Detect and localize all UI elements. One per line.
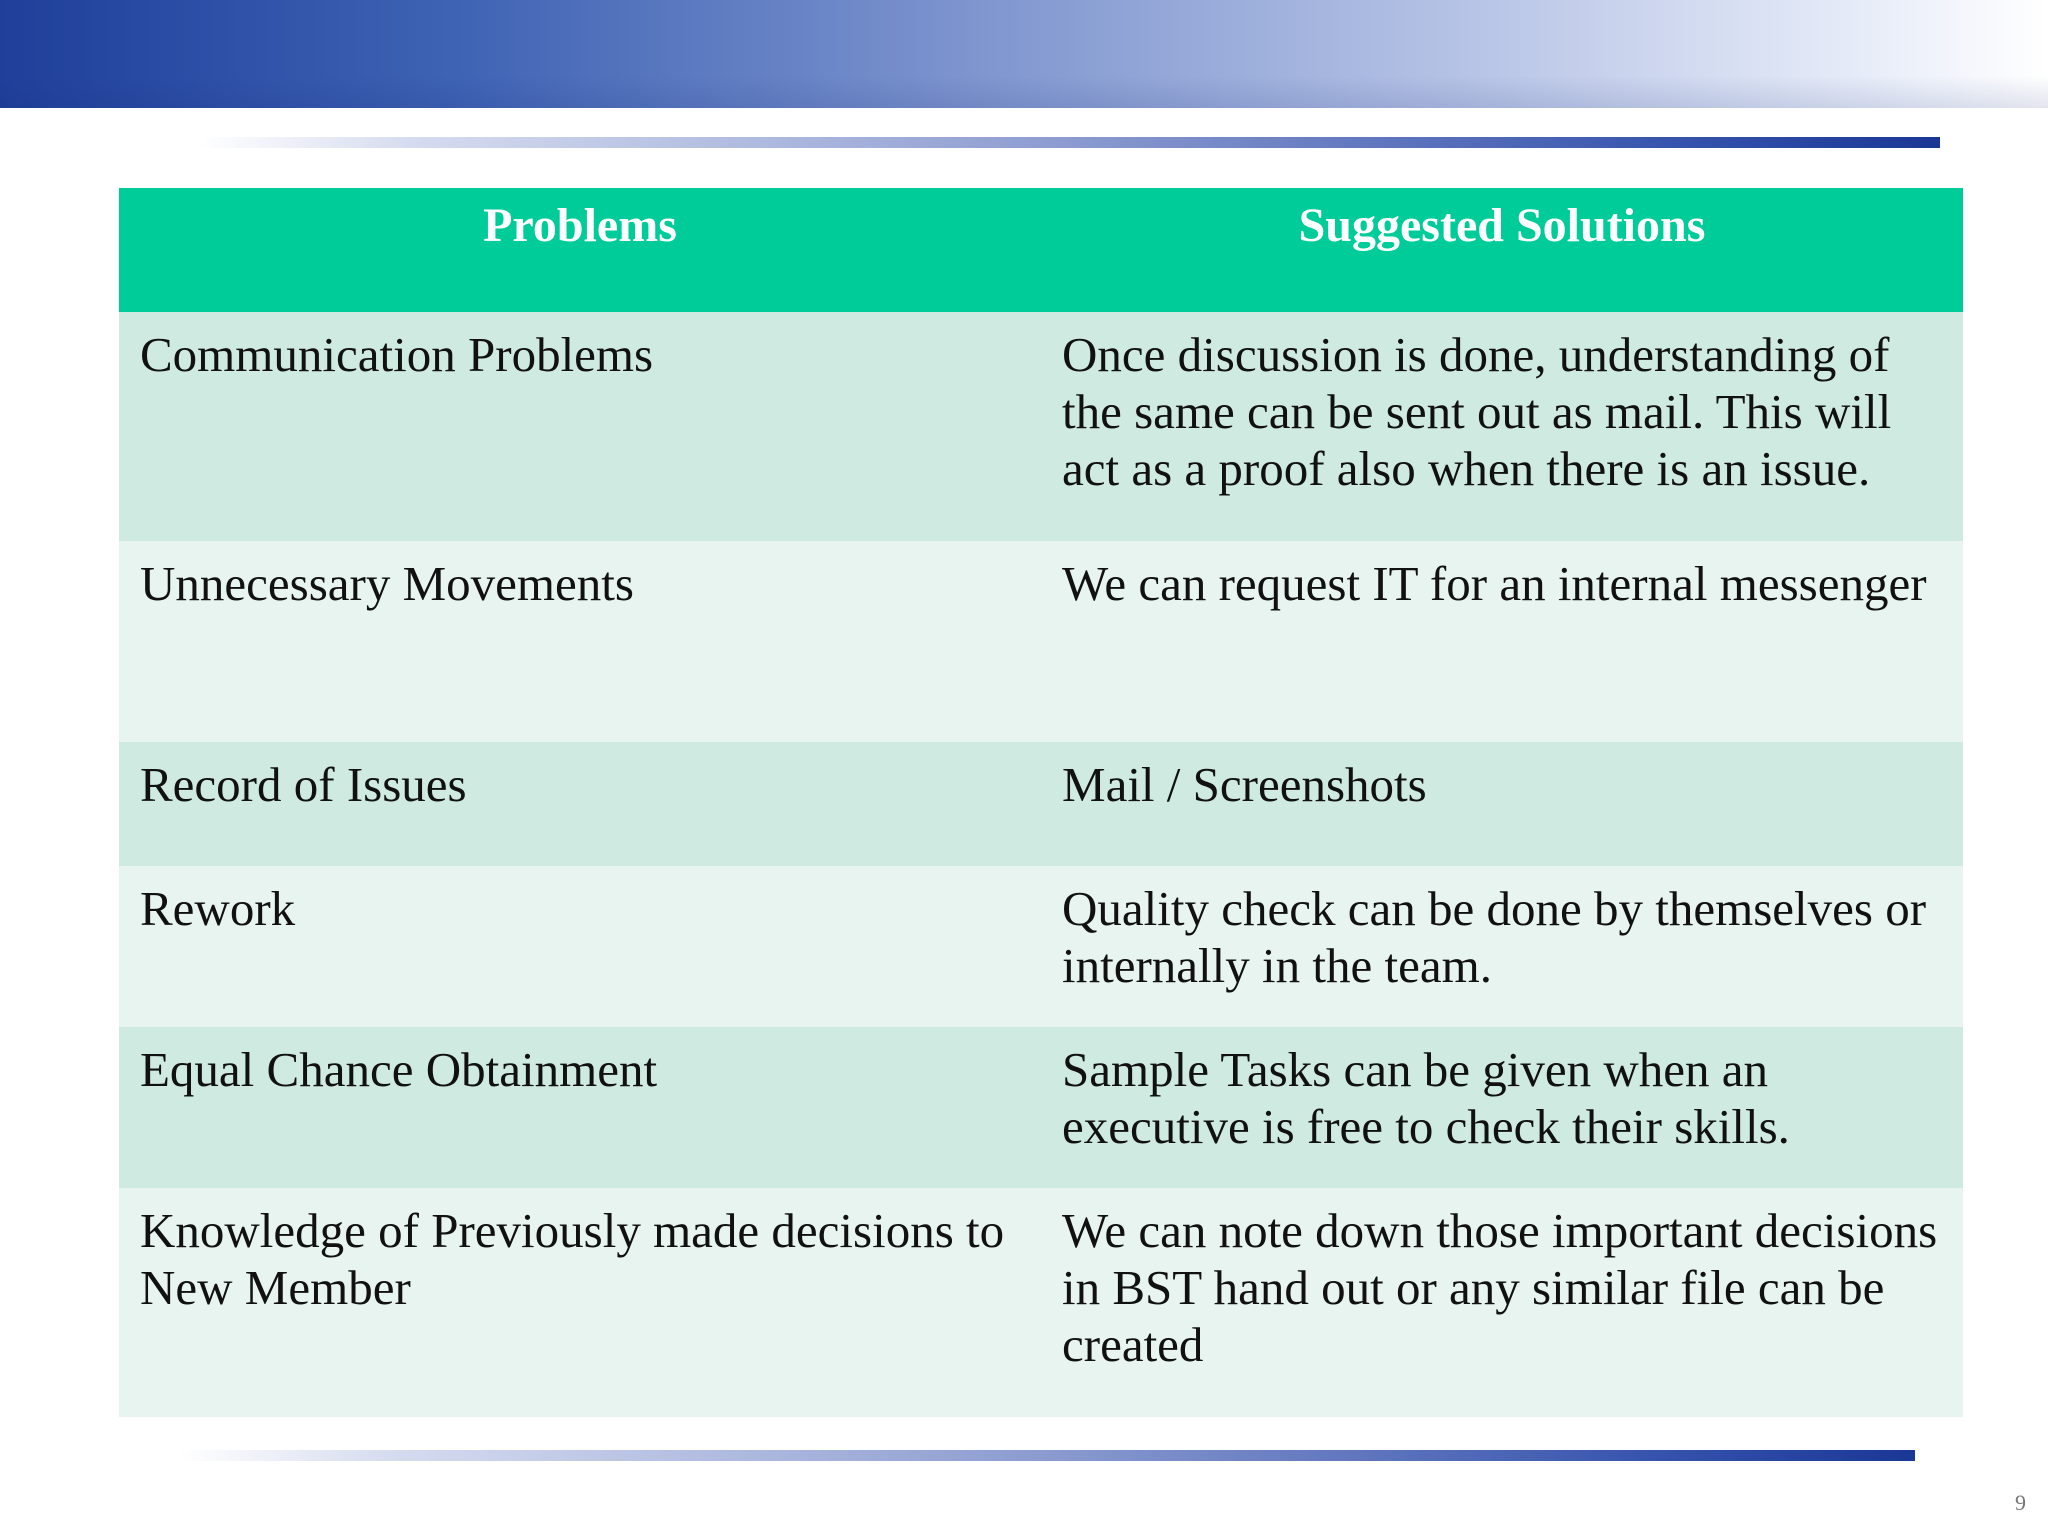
header-suggested-solutions: Suggested Solutions bbox=[1041, 188, 1963, 312]
title-banner-shade bbox=[0, 0, 2048, 108]
top-gradient-rule bbox=[200, 137, 1940, 148]
solution-cell: Once discussion is done, understanding of the same can be sent out as mail. This will act as a proof also when there is an issue. bbox=[1041, 312, 1963, 541]
table-row bbox=[119, 541, 1963, 742]
table-row bbox=[119, 1188, 1963, 1417]
page-number: 9 bbox=[2015, 1490, 2026, 1515]
table-header-row bbox=[119, 188, 1963, 312]
bottom-gradient-rule bbox=[180, 1450, 1915, 1461]
solution-cell: Sample Tasks can be given when an executive is free to check their skills. bbox=[1041, 1027, 1963, 1188]
table-row bbox=[119, 1027, 1963, 1188]
problems-solutions-table bbox=[119, 188, 1963, 1417]
solution-cell: We can request IT for an internal messenger bbox=[1041, 541, 1963, 742]
solution-cell: Quality check can be done by themselves or internally in the team. bbox=[1041, 866, 1963, 1027]
problem-cell: Knowledge of Previously made decisions to New Member bbox=[119, 1188, 1041, 1417]
header-problems: Problems bbox=[119, 188, 1041, 312]
table-row bbox=[119, 312, 1963, 541]
problem-cell: Equal Chance Obtainment bbox=[119, 1027, 1041, 1188]
solution-cell: We can note down those important decisions in BST hand out or any similar file can be created bbox=[1041, 1188, 1963, 1417]
table-row bbox=[119, 866, 1963, 1027]
problem-cell: Communication Problems bbox=[119, 312, 1041, 541]
problem-cell: Unnecessary Movements bbox=[119, 541, 1041, 742]
problem-cell: Rework bbox=[119, 866, 1041, 1027]
problem-cell: Record of Issues bbox=[119, 742, 1041, 866]
solution-cell: Mail / Screenshots bbox=[1041, 742, 1963, 866]
table-row bbox=[119, 742, 1963, 866]
